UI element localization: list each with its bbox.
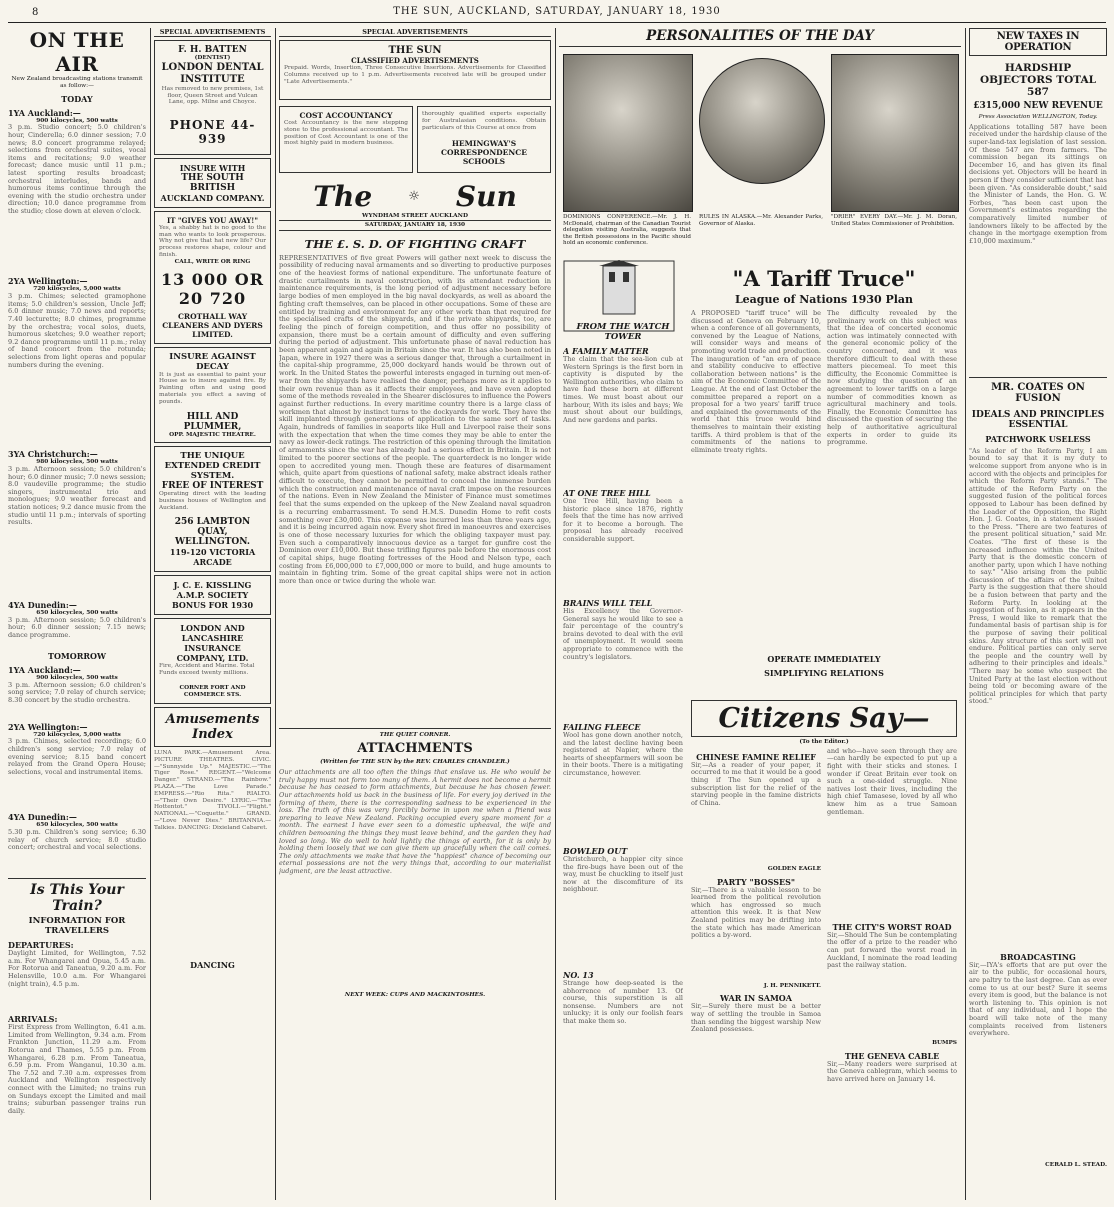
tariff-text-right: The difficulty revealed by the preliminary work on this subject was that the idea of concerted economic action was intimately connected with the general economic policy of the country concerned, and it was therefore difficult to deal with these matters piecemeal. To meet this difficulty, the Economic Committee is now studying the question of an agreement to lower tariffs on a large number of commodities known as agricultural machinery and tools. Finally, the Economic Committee has discussed the question of securing the help of authoritative agricultural experts in order to guide its programme.: [827, 310, 957, 447]
program-text: 3 p.m. Afternoon session; 5.0 children's hour; 6.0 dinner music; 7.0 news session; 8.0 vaudeville programme; the studio singers, instrumental trio and monologues; 9.0 weather forecast and station notices; 9.2 dance music from the studio until 11 p.m.; intervals of sporting results.: [8, 465, 146, 527]
coates-text: "As leader of the Reform Party, I am bound to say that it is my duty to welcome support from anyone who is in accord with the objects and principles for which the Reform Party stands." The attitude of the Reform Party on the suggested fusion of the political forces opposed to Labour has been defined by the Leader of the Opposition, the Right Hon. J. G. Coates, in a statement issued to the Press. "There are two features of the present political situation," said Mr. Coates. "The first of these is the increased influence within the United Party that is the domestic concern of another party, upon which I have nothing to say." "Also arising from the public discussion of the affairs of the United Party is the suggestion that there should be a fusion between that party and the Reform Party. In looking at the suggestion of fusion, as it appears in the Press, I would like to remark that the fundamental basis of partisan ship is for the purpose of saving their political skins. Any structure of this sort will not endure. Political parties can only serve the people and the country well by adhering to their principles and ideals." "There may be some who suspect the United Party at the last election without being told or becoming aware of the political principles for which that party stood.": [969, 447, 1107, 706]
party-text: Sir,—There is a valuable lesson to be learned from the political revolution which has engrossed so much attention this week. It is that New Zealand politics may be drifting into the state which has made American politics a by-word.: [691, 886, 821, 940]
credit-system: THE UNIQUE EXTENDED CREDIT SYSTEM.: [164, 451, 261, 482]
kc-1ya: 900 kilocycles, 500 watts: [36, 117, 118, 124]
war-in-samoa: WAR IN SAMOA: [720, 993, 792, 1004]
road-text: Sir,—Should The Sun be contemplating the offer of a prize to the reader who can put forward the worst road in Auckland, I nominate the road leading past the railway station.: [827, 931, 957, 970]
stead-signature: CERALD L. STEAD.: [1045, 1161, 1107, 1168]
quiet-corner: THE QUIET CORNER.: [379, 731, 451, 738]
classified-subtitle: CLASSIFIED ADVERTISEMENTS: [351, 56, 479, 65]
sun-emblem-icon: ☼: [408, 189, 420, 204]
photo-parks: [699, 58, 825, 184]
geneva-cable: THE GENEVA CABLE: [844, 1050, 940, 1061]
kc-2ya: 720 kilocycles, 5,000 watts: [33, 286, 121, 293]
hemingway-ad: [417, 106, 551, 173]
masthead: [8, 6, 1106, 23]
special-ads-banner-2: SPECIAL ADVERTISEMENTS: [279, 28, 551, 37]
personalities-heading: PERSONALITIES OF THE DAY: [559, 28, 961, 47]
chinese-famine: CHINESE FAMINE RELIEF: [696, 751, 816, 762]
bowled-out: BOWLED OUT: [563, 846, 628, 856]
column-rule: [275, 28, 276, 1200]
corner-fort: CORNER FORT AND COMMERCE STS.: [179, 685, 246, 699]
kissling-ad: [154, 575, 271, 615]
decay-ad: [154, 347, 271, 444]
bowled-text: Christchurch, a happier city since the fire-bugs have been out of the way, must be chuckling to itself just now at the discomfiture of its neighbour.: [563, 856, 683, 894]
arrivals-label: ARRIVALS:: [8, 1014, 58, 1025]
broadcasting-text: Sir,—IYA's efforts that are put over the air to the public, for occasional hours, are paltry to the last degree. Can as ever come to us at our best? Sure it seems every item is good, but the balance is not worth listening to. This opinion is not that of any individual, and I hope the board will take note of the many complaints received from listeners everywhere.: [969, 961, 1107, 1038]
number-13-text: Strange how deep-seated is the abhorrence of number 13. Of course, this superstition is all nonsense. Numbers are not unlucky; it is only our foolish fears that make them so.: [563, 980, 683, 1025]
departures-text: Daylight Limited, for Wellington, 7.52 a.m. For Whangarei and Opua, 5.45 a.m. For Rotorua and Taneatua, 9.20 a.m. For Helensville, 10.0 a.m. For Whangarei (night train), 4.5 p.m.: [8, 950, 146, 988]
dental-institute: LONDON DENTAL INSTITUTE: [161, 61, 264, 85]
one-tree-hill: AT ONE TREE HILL: [563, 488, 651, 498]
editorial-column: [279, 28, 551, 1200]
bumps-signature: BUMPS: [932, 1039, 957, 1046]
classified-rates: Prepaid. Words, Insertion, Three Consecutive Insertions. Advertisements for Classified Columns received up to 1 p.m. Advertisements received late will be grouped under "Late Advertisements.": [284, 65, 546, 85]
south-british: THE SOUTH BRITISH: [181, 172, 244, 193]
station-1ya: 1YA Auckland:—: [8, 107, 81, 118]
letters-right: [827, 748, 957, 1121]
kc-1ya-tomorrow: 900 kilocycles, 500 watts: [36, 674, 118, 681]
photo-doran: [831, 54, 959, 212]
nameplate-the: The: [313, 180, 373, 213]
kc-4ya: 650 kilocycles, 500 watts: [36, 609, 118, 616]
lambton-address: 256 LAMBTON QUAY, WELLINGTON.: [174, 517, 251, 548]
amp-society: A.M.P. SOCIETY: [176, 590, 249, 601]
patchwork-headline: PATCHWORK USELESS: [985, 433, 1091, 444]
coates-headline: MR. COATES ON FUSION: [991, 381, 1085, 404]
nameplate-sun: Sun: [455, 180, 517, 213]
insurance-ad: [154, 158, 271, 208]
cleaners-ad: [154, 211, 271, 344]
failing-text: Wool has gone down another notch, and the latest decline having been registered at Napier, where the hearts of sheepfarmers will soon be in their boots. There is a mitigating circumstance, however.: [563, 732, 683, 777]
insure-with: INSURE WITH: [179, 162, 246, 173]
brains-text: His Excellency the Governor-General says he would like to see a fair percentage of the country's brains devoted to deal with the evil of unemployment. It would seem appropriate to commence with the country's legislators.: [563, 608, 683, 661]
press-association: Press Association WELLINGTON, Today.: [978, 114, 1098, 120]
photo-mcdonald: [563, 54, 693, 212]
credit-text: Operating direct with the leading business houses of Wellington and Auckland.: [159, 491, 266, 511]
victoria-arcade: 119-120 VICTORIA ARCADE: [169, 547, 256, 568]
accountancy-ads: [279, 103, 551, 176]
column-rule: [555, 28, 556, 1200]
pennikett-signature: J. H. PENNIKETT.: [763, 982, 821, 989]
one-tree-text: One Tree Hill, having been a historic place since 1876, rightly feels that the time has now arrived for it to become a borough. The proposal has already received considerable support.: [563, 498, 683, 543]
hemingway-text: thoroughly qualified experts especially for Australasian conditions. Obtain particulars of this Course at once from: [422, 111, 546, 131]
program-text: 3 p.m. Afternoon session; 5.0 children's hour; 6.0 dinner session; 7.15 news; dance programme.: [8, 616, 146, 639]
program-text: 3 p.m. Afternoon session; 6.0 children's song service; 7.0 relay of church service; 8.30 concert by the studio orchestra.: [8, 681, 146, 704]
on-the-air-title: ON THE AIR: [29, 28, 125, 76]
caption-parks: RULES IN ALASKA.—Mr. Alexander Parks, Governor of Alaska.: [699, 214, 823, 227]
letters-left: [691, 748, 821, 1121]
dentist-phone: PHONE 44-939: [169, 117, 256, 146]
cleaners-text: Yes, a shabby hat is no good to the man who wants to look prosperous. Why not give that hat new life? Our process restores shape, colour and finish.: [159, 224, 266, 258]
station-4ya-tomorrow: 4YA Dunedin:—: [8, 812, 77, 823]
wyndham-street: WYNDHAM STREET AUCKLAND: [362, 213, 468, 219]
special-ads-banner: SPECIAL ADVERTISEMENTS: [154, 28, 271, 37]
credit-ad: [154, 446, 271, 572]
editorial-headline: THE £. S. D. OF FIGHTING CRAFT: [304, 236, 526, 251]
attachments-byline: (Written for THE SUN by the REV. CHARLES CHANDLER.): [320, 759, 510, 766]
program-text: 5.30 p.m. Children's song service; 6.30 relay of church service; 8.0 studio concert; orchestral and vocal selections.: [8, 829, 146, 852]
cost-text: Cost Accountancy is the new stepping stone to the professional accountant. The position of Cost Accountant is one of the most highly paid in modern business.: [284, 120, 408, 147]
dentist-address: Has removed to new premises, 1st floor, Queen Street and Vulcan Lane, opp. Milne and Choyce.: [161, 85, 264, 106]
on-the-air-column: [8, 28, 146, 1200]
watch-tower-column: [563, 260, 683, 1200]
ideals-headline: IDEALS AND PRINCIPLES ESSENTIAL: [971, 409, 1105, 430]
special-ads-column: [154, 28, 271, 1200]
classified-box: [279, 40, 551, 100]
tariff-text-left: A PROPOSED "tariff truce" will be discussed at Geneva on February 10, when a conference of all governments, convened by the League of Nations, will consider ways and means of promoting world trade and production. The inauguration of "an era of peace and stability conducive to effective collaboration between nations" is the aim of the Economic Committee of the League. At the end of last October the committee prepared a report on a proposal for a two years' tariff truce and explained the governments of the world that this truce would bind themselves to maintain their existing tariffs. A third problem is that of the commitments of the nations to eliminate treaty rights.: [691, 310, 821, 454]
arrivals-text: First Express from Wellington, 6.41 a.m. Limited from Wellington, 9.34 a.m. From Frankton Junction, 11.29 a.m. From Rotorua and Thames, 5.55 p.m. From Whangarei, 6.28 p.m. From Taneatua, 6.59 p.m. From Wanganui, 10.30 a.m. The 7.52 and 7.30 a.m. expresses from Auckland and Wellington respectively connect with the Limited; no trains run on Sundays except the Limited and mail trains; suburban passenger trains run daily.: [8, 1024, 146, 1115]
kc-3ya: 980 kilocycles, 500 watts: [36, 459, 118, 466]
taxes-column: [969, 28, 1107, 1200]
revenue-headline: £315,000 NEW REVENUE: [973, 101, 1103, 111]
station-2ya-tomorrow: 2YA Wellington:—: [8, 721, 88, 732]
column-rule: [150, 28, 151, 1200]
on-the-air-subtitle: New Zealand broadcasting stations transmit as follow:—: [11, 76, 143, 89]
number-13: NO. 13: [563, 970, 594, 980]
brains-will-tell: BRAINS WILL TELL: [563, 598, 653, 608]
dancing-label: DANCING: [190, 959, 235, 970]
attachments-heading: ATTACHMENTS: [357, 741, 473, 757]
today-label: TODAY: [61, 93, 93, 104]
auckland-company: AUCKLAND COMPANY.: [160, 192, 265, 203]
cost-accountancy-ad: [279, 106, 413, 173]
simplifying-relations: SIMPLIFYING RELATIONS: [764, 668, 884, 678]
hardship-headline: HARDSHIP OBJECTORS TOTAL 587: [979, 62, 1096, 98]
golden-eagle-signature: GOLDEN EAGLE: [767, 865, 821, 872]
program-text: 3 p.m. Chimes; selected gramophone items; 5.0 children's session, Uncle Jeff; 6.0 dinner music; 7.0 news and reports; 7.40 lecturette; 8.0 chimes, programme by the orchestra; vocal solos, duets, humorous sketches; 9.0 weather report; 9.2 dance programme until 11 p.m.; relay of band concert from the rotunda; selections from light operas and popular numbers during the evening.: [8, 293, 146, 369]
cleaners-phones: 13 000 OR 20 720: [160, 269, 265, 308]
gives-away: IT "GIVES YOU AWAY!": [166, 215, 258, 225]
dentist-role: (DENTIST): [194, 55, 231, 61]
editorial-text: REPRESENTATIVES of five great Powers will gather next week to discuss the possibility of reducing naval armaments and so diverting to productive purposes one of the heaviest forms of national expenditure. The unfortunate feature of drastic curtailments in naval construction, with its attendant reduction in maintenance requirements, is the long period of adjustment necessary before large bodies of men employed in the big naval dockyards, as well as aboard the fighting craft themselves, can be placed in other occupations. Some of these are entitled by training and environment for any other work than that required for the specialised crafts of the shipyards, and if the private shipyards, too, are feeling the pinch of foreign competition, and thus offer no possibility of expansion, there must be a certain amount of difficulty and even suffering during the period of adjustment. This unfortunate phase of naval reduction has been apparent again and again in Britain since the war. It has also been noted in Japan, where in 1927 there was a serious danger that, through a curtailment in the capital-ship programme, 25,000 dockyard hands would be thrown out of work. In the United States the powerful interests engaged in turning out men-of-war from the shipyards have realised the danger, perhaps more as it applies to their own revenue than as it affects their employees, and have even adopted some of the methods revealed in the Shearer disclosures to influence the Powers against further reductions. In every maritime country there is a large class of workmen that almost by instinct turns to the dockyards for work. They have the skill implanted through generations of application to the same sort of tasks. Again, hundreds of families in seaports like Hull and Liverpool raise their sons with the expectation that when the time comes they may be able to enter the navy as lower-deck ratings. The restriction of this opening through the limitation of armaments since the war has already had a serious effect in Britain. It is not limited to the poorer sections of the people. The quarterdeck is no longer wide open to accredited young men. Though these are features of disarmament which, quite apart from questions of national safety, make abstract ideals rather difficult to execute, they cannot be permitted to conceal the immense burden which the construction and maintenance of naval craft impose on the resources of the nations. Even in New Zealand the Minister of Finance must sometimes feel that the sums expended on the upkeep of the New Zealand naval squadron is a recurring embarrassment. To send H.M.S. Dunedin Home to refit costs something over £30,000. This expense was incurred less than three years ago, and it is being incurred again now. Every shot fired in manoeuvres and exercises is one of those necessary luxuries for which the obliging taxpayer must pay. Even such a comparatively innocuous device as a target for gunfire cost the Dominion over £10,000. But these trifling figures pale before the enormous cost of capital ships, huge floating fortresses of the Hood and Nelson type, each costing from £6,000,000 to £7,000,000 or more to build, and huge amounts to maintain in fighting trim. Some of the great capital ships were not in action more than once or twice during the whole war.: [279, 254, 551, 586]
hill-sub: OPP. MAJESTIC THEATRE.: [169, 431, 256, 438]
station-1ya-tomorrow: 1YA Auckland:—: [8, 664, 81, 675]
attachments-text: Our attachments are all too often the things that enslave us. He who would be truly happy must not form too many of them. A hermit does not become a hermit because he has ceased to form attachments, but because he has chosen fewer. Our attachments hold us back in the business of life. For every joy derived in the forming of them, there is the corresponding sadness to be experienced in the loss. The truth of this was very forcibly borne in upon me when a friend was preparing to leave New Zealand. Packing occupied every spare moment for a month. The earnest I have ever seen to a domestic upheaval, the wife and children bemoaning the things they must leave behind, and the garden they had loved so long. We do well to hold lightly the things of earth, for it is only by holding them loosely that we can give them up gracefully when the call comes. The only attachments we make that have the "happiest" chance of becoming our eternal possessions are not the very things that, according to our materialist judgment, are the least attractive.: [279, 769, 551, 875]
kc-4ya-tomorrow: 650 kilocycles, 500 watts: [36, 822, 118, 829]
bonus-1930: BONUS FOR 1930: [171, 600, 254, 611]
next-week: NEXT WEEK: CUPS AND MACKINTOSHES.: [344, 992, 486, 999]
lancashire-name: LONDON AND LANCASHIRE INSURANCE COMPANY, LTD.: [176, 623, 249, 664]
lancashire-ad: [154, 618, 271, 704]
caption-doran: "DRIER" EVERY DAY.—Mr. J. M. Doran, United States Commissioner of Prohibition.: [831, 214, 957, 227]
tomorrow-label: TOMORROW: [48, 650, 106, 661]
tariff-columns: [691, 310, 957, 650]
sun-nameplate: [279, 180, 551, 213]
dentist-name: F. H. BATTEN: [178, 45, 247, 55]
family-text: The claim that the sea-lion cub at Western Springs is the first born in captivity is disputed by the Wellington authorities, who claim to have had these born at different times. We must boast about our harbour, With its isles and bays; We must shout about our buildings, And new gardens and parks.: [563, 356, 683, 424]
samoa-text: Sir,—Surely there must be a better way of settling the trouble in Samoa than sending the biggest warship New Zealand possesses.: [691, 1003, 821, 1034]
editorial-dateline: SATURDAY, JANUARY 18, 1930: [279, 220, 551, 231]
decay-text: It is just as essential to paint your House as to insure against fire. By Painting often and using good materials you effect a saving of pounds.: [159, 371, 266, 405]
kissling-name: J. C. E. KISSLING: [173, 580, 252, 591]
train-heading: Is This Your Train?: [30, 882, 124, 915]
taxes-text: Applications totalling 587 have been received under the hardship clause of the super-land-tax legislation of last session. Of these 547 are from farmers. The commission began its sittings on December 16, and has given its final decisions yet. Objectors will be heard in person if they consider sufficient that has been given. "As considerable doubt," said the Minister of Lands, the Hon. G. W. Forbes, "has been cast upon the Government's estimates regarding the comparatively limited number of landowners likely to be affected by the change in the mortgage exemption from £10,000 maximum.": [969, 123, 1107, 245]
letters-section: [691, 700, 957, 1121]
failing-fleece: FAILING FLEECE: [563, 722, 641, 732]
city-worst-road: THE CITY'S WORST ROAD: [832, 921, 952, 932]
geneva-text: Sir,—Many readers were surprised at the Geneva cablegram, which seems to have arrived here on January 14.: [827, 1060, 957, 1083]
tariff-headline: "A Tariff Truce": [732, 266, 916, 291]
station-2ya: 2YA Wellington:—: [8, 276, 88, 287]
station-3ya: 3YA Christchurch:—: [8, 449, 98, 460]
citizens-say-heading: Citizens Say—: [691, 700, 957, 737]
family-matter: A FAMILY MATTER: [563, 346, 649, 356]
operate-immediately: OPERATE IMMEDIATELY: [767, 654, 881, 664]
classified-title: THE SUN: [388, 45, 442, 56]
paper-title: THE SUN, AUCKLAND, SATURDAY, JANUARY 18, 1930: [393, 6, 721, 17]
cleaners-name: CROTHALL WAY CLEANERS AND DYERS LIMITED.: [162, 311, 263, 339]
call-write-ring: CALL, WRITE OR RING: [174, 258, 251, 265]
tariff-subheadline: League of Nations 1930 Plan: [734, 293, 914, 306]
tariff-article: [691, 266, 957, 678]
party-bosses: PARTY "BOSSES": [716, 876, 796, 887]
free-of-interest: FREE OF INTEREST: [161, 481, 264, 492]
hemingway-name: HEMINGWAY'S CORRESPONDENCE SCHOOLS: [441, 139, 527, 166]
caption-mcdonald: DOMINIONS CONFERENCE.—Mr. J. H. McDonald, chairman of the Canadian Tourist delegation visiting Australia, suggests that the British possessions in the Pacific should hold an economic conference.: [563, 214, 691, 247]
lancashire-text: Fire, Accident and Marine. Total Funds exceed twenty millions.: [159, 663, 255, 677]
page-number: 8: [32, 7, 39, 18]
departures-label: DEPARTURES:: [8, 940, 74, 951]
news-column: [559, 28, 961, 1200]
column-rule: [965, 28, 966, 1200]
station-4ya: 4YA Dunedin:—: [8, 599, 77, 610]
broadcasting-heading: BROADCASTING: [1000, 951, 1076, 962]
letters-right-text: and who—have seen through they are —can hardly be expected to put up a fight with their sticks and stones. I wonder if Great Britain ever took on such a one-sided struggle. Nine natives lost their lives, including the high chief Tamasese, loved by all who knew him as a true Samoan gentleman.: [827, 747, 957, 816]
taxes-headline: NEW TAXES IN OPERATION: [969, 28, 1107, 56]
kc-2ya-tomorrow: 720 kilocycles, 5,000 watts: [33, 731, 121, 738]
amusements-heading: Amusements Index: [165, 711, 260, 742]
letters-columns: [691, 748, 957, 1121]
amusements-index: [154, 707, 271, 747]
program-text: 3 p.m. Studio concert; 5.0 children's hour, Cinderella; 6.0 dinner session; 7.0 news; 8.0 concert programme relayed; selections from orchestral suites, vocal items and recitations; 9.0 weather forecast; dance music until 11 p.m.; latest sporting results broadcast; orchestral interludes, bands and humorous items continue through the evening with the studio orchestra under direction; 10.0 dance programme from the studio; close down at eleven o'clock.: [8, 124, 146, 215]
insure-against-decay: INSURE AGAINST DECAY: [169, 351, 256, 372]
famine-text: Sir,—As a reader of your paper, it occurred to me that it would be a good thing if The Sun opened up a subscription list for the relief of the starving people in the famine districts of China.: [691, 761, 821, 807]
dentist-ad: [154, 40, 271, 155]
travellers-heading: INFORMATION FOR TRAVELLERS: [28, 916, 126, 937]
program-text: 3 p.m. Chimes, selected recordings; 6.0 children's song service; 7.0 relay of evening service; 8.15 band concert relayed from the Grand Opera House; selections, vocal and instrumental items.: [8, 738, 146, 776]
hill-plummer: HILL AND PLUMMER,: [183, 411, 242, 432]
to-the-editor: (To the Editor.): [799, 739, 849, 745]
cost-accountancy: COST ACCOUNTANCY: [299, 111, 393, 120]
watch-tower-title: FROM THE WATCH TOWER: [576, 322, 670, 342]
amusements-list: LUNA PARK.—Amusement Area. PICTURE THEATRES. CIVIC.—"Sunnyside Up." MAJESTIC.—"The Tiger Rose." REGENT.—"Welcome Danger." STRAND.—"The Rainbow." PLAZA.—"The Love Parade." EMPRESS.—"Rio Rita." RIALTO.—"Their Own Desire." LYRIC.—"The Hottentot." TIVOLI.—"Flight." NATIONAL.—"Coquette." GRAND.—"Love Never Dies." BRITANNIA.—Talkies. DANCING: Dixieland Cabaret.: [154, 749, 271, 831]
